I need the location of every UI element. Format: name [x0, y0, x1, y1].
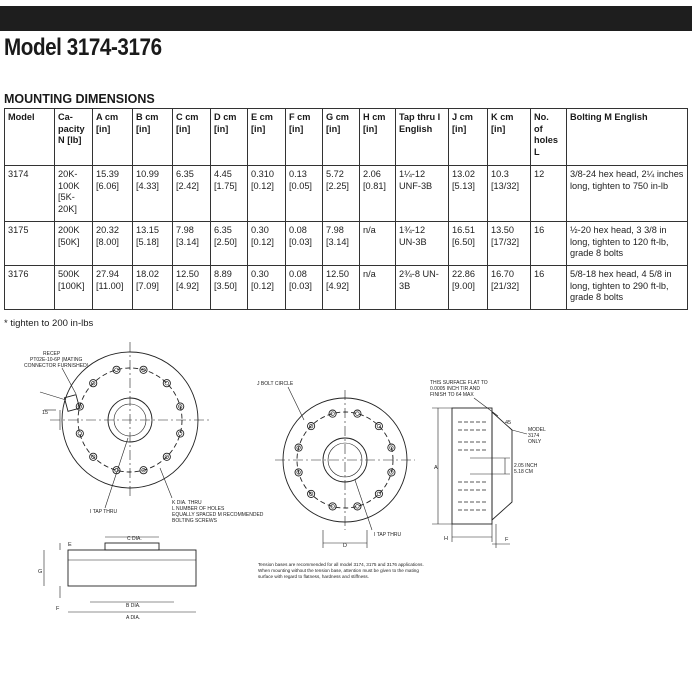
bolt-hole	[163, 380, 170, 387]
table-cell: 3174	[5, 166, 55, 222]
table-row	[5, 222, 688, 266]
table-cell: 16.70 [21/32]	[488, 266, 531, 310]
table-cell: 10.3 [13/32]	[488, 166, 531, 222]
table-cell: 20K- 100K [5K- 20K]	[55, 166, 93, 222]
dim-cm: 5.18 CM	[514, 469, 533, 475]
recep-note: CONNECTOR FURNISHED)	[24, 363, 89, 369]
table-header-row	[5, 109, 688, 166]
h-label: H	[444, 536, 448, 542]
table-cell: ½-20 hex head, 3 3/8 in long, tighten to 120 ft-lb, grade 8 bolts	[567, 222, 688, 266]
table-cell: 16	[531, 222, 567, 266]
section-title: MOUNTING DIMENSIONS	[4, 92, 155, 106]
table-cell: 16	[531, 266, 567, 310]
right-f-label: F	[505, 537, 509, 543]
bolt-hole	[76, 430, 83, 437]
column-header: Model	[5, 109, 55, 166]
bolt-hole-inner	[377, 424, 381, 428]
table-cell: 16.51 [6.50]	[449, 222, 488, 266]
note-line-2: When mounting without the tension base, attention must be given to the mating	[258, 568, 419, 573]
table-cell: 5.72 [2.25]	[323, 166, 360, 222]
table-cell: 0.13 [0.05]	[286, 166, 323, 222]
bolt-circle-view	[257, 381, 424, 579]
column-header: D cm [in]	[211, 109, 248, 166]
table-cell: 0.08 [0.03]	[286, 222, 323, 266]
recep-label: RECEP	[43, 351, 61, 357]
table-cell: 18.02 [7.09]	[133, 266, 173, 310]
bolt-hole	[354, 410, 361, 417]
table-cell: 7.98 [3.14]	[323, 222, 360, 266]
table-cell: n/a	[360, 266, 396, 310]
table-cell: 22.86 [9.00]	[449, 266, 488, 310]
column-header: B cm [in]	[133, 109, 173, 166]
bolt-hole	[375, 490, 382, 497]
table-cell: 6.35 [2.42]	[173, 166, 211, 222]
column-header: Ca- pacity N [lb]	[55, 109, 93, 166]
column-header: H cm [in]	[360, 109, 396, 166]
bolt-circle-label: J BOLT CIRCLE	[257, 381, 294, 387]
table-cell: 2.06 [0.81]	[360, 166, 396, 222]
table-cell: 2¾-8 UN- 3B	[396, 266, 449, 310]
section-view	[430, 380, 546, 548]
bolting-label: BOLTING SCREWS	[172, 518, 217, 524]
table-cell: n/a	[360, 222, 396, 266]
bolt-hole-inner	[356, 505, 360, 509]
g-label: G	[38, 569, 43, 575]
e-label: E	[68, 542, 72, 548]
f-label: F	[56, 606, 60, 612]
table-cell: 8.89 [3.50]	[211, 266, 248, 310]
a-dia-label: A DIA.	[126, 615, 141, 621]
table-cell: 6.35 [2.50]	[211, 222, 248, 266]
mounting-dimensions-table	[4, 108, 688, 310]
bolt-hole	[354, 503, 361, 510]
table-cell: 13.02 [5.13]	[449, 166, 488, 222]
surface-note-2: 0.0005 INCH TIR AND	[430, 386, 480, 392]
top-view	[24, 342, 264, 524]
side-view	[38, 536, 196, 621]
table-cell: 13.15 [5.18]	[133, 222, 173, 266]
column-header: No. of holes L	[531, 109, 567, 166]
table-cell: 3/8-24 hex head, 2¼ inches long, tighten to 750 in-lb	[567, 166, 688, 222]
table-cell: 13.50 [17/32]	[488, 222, 531, 266]
table-cell: 12.50 [4.92]	[323, 266, 360, 310]
table-row	[5, 266, 688, 310]
column-header: E cm [in]	[248, 109, 286, 166]
column-header: K cm [in]	[488, 109, 531, 166]
bolt-hole	[375, 423, 382, 430]
model-note-1: MODEL	[528, 427, 546, 433]
table-row	[5, 166, 688, 222]
table-cell: 3176	[5, 266, 55, 310]
bolt-hole	[113, 366, 120, 373]
recep-part: PT02E-10-6P (MATING	[30, 357, 83, 363]
l-holes-label: L NUMBER OF HOLES	[172, 506, 225, 512]
bolt-hole	[329, 503, 336, 510]
bolt-hole	[329, 410, 336, 417]
d-label: D	[343, 543, 347, 549]
footnote: * tighten to 200 in-lbs	[4, 318, 94, 329]
table-cell: 4.45 [1.75]	[211, 166, 248, 222]
page-title: Model 3174-3176	[4, 34, 162, 61]
dim-inch: 2.05 INCH	[514, 463, 538, 469]
table-cell: 7.98 [3.14]	[173, 222, 211, 266]
surface-note-3: FINISH TO 64 MAX	[430, 392, 474, 398]
bolt-hole	[177, 430, 184, 437]
k-dia-label: K DIA. THRU	[172, 500, 202, 506]
note-line-1: Tension bases are recommended for all model 3174, 3175 and 3176 applications.	[258, 562, 424, 567]
angle-45-label: 45	[505, 420, 512, 426]
b-dia-label: B DIA.	[126, 603, 141, 609]
table-cell: 20.32 [8.00]	[93, 222, 133, 266]
table-cell: 200K [50K]	[55, 222, 93, 266]
table-body	[5, 166, 688, 310]
table-cell: 500K [100K]	[55, 266, 93, 310]
column-header: Tap thru I English	[396, 109, 449, 166]
column-header: J cm [in]	[449, 109, 488, 166]
table-cell: 12.50 [4.92]	[173, 266, 211, 310]
bolt-hole-inner	[356, 412, 360, 416]
bolt-hole-inner	[377, 492, 381, 496]
tap-label: I TAP THRU	[90, 509, 118, 515]
bolt-hole-inner	[165, 381, 169, 385]
table-cell: 5/8-18 hex head, 4 5/8 in long, tighten to 290 ft-lb, grade 8 bolts	[567, 266, 688, 310]
table-cell: 0.30 [0.12]	[248, 222, 286, 266]
table-cell: 27.94 [11.00]	[93, 266, 133, 310]
table-cell: 12	[531, 166, 567, 222]
column-header: G cm [in]	[323, 109, 360, 166]
table-cell: 0.30 [0.12]	[248, 266, 286, 310]
note-line-3: surface with regard to flatness, hardness and stiffness.	[258, 574, 369, 579]
angle-label: 15	[42, 410, 49, 416]
mounting-drawing	[0, 330, 692, 630]
header-bar	[0, 6, 692, 31]
column-header: A cm [in]	[93, 109, 133, 166]
surface-note-1: THIS SURFACE FLAT TO	[430, 380, 488, 386]
table-cell: 1¾-12 UN-3B	[396, 222, 449, 266]
equally-label: EQUALLY SPACED M RECOMMENDED	[172, 512, 264, 518]
c-dia-label: C DIA.	[127, 536, 142, 542]
table-cell: 0.310 [0.12]	[248, 166, 286, 222]
table-cell: 0.08 [0.03]	[286, 266, 323, 310]
table-cell: 15.39 [6.06]	[93, 166, 133, 222]
table-cell: 3175	[5, 222, 55, 266]
column-header: C cm [in]	[173, 109, 211, 166]
table-cell: 10.99 [4.33]	[133, 166, 173, 222]
column-header: Bolting M English	[567, 109, 688, 166]
a-label: A	[434, 465, 438, 471]
column-header: F cm [in]	[286, 109, 323, 166]
middle-tap-label: I TAP THRU	[374, 532, 402, 538]
model-note-2: 3174	[528, 433, 540, 439]
model-note-3: ONLY	[528, 439, 542, 445]
table-cell: 1¼-12 UNF-3B	[396, 166, 449, 222]
